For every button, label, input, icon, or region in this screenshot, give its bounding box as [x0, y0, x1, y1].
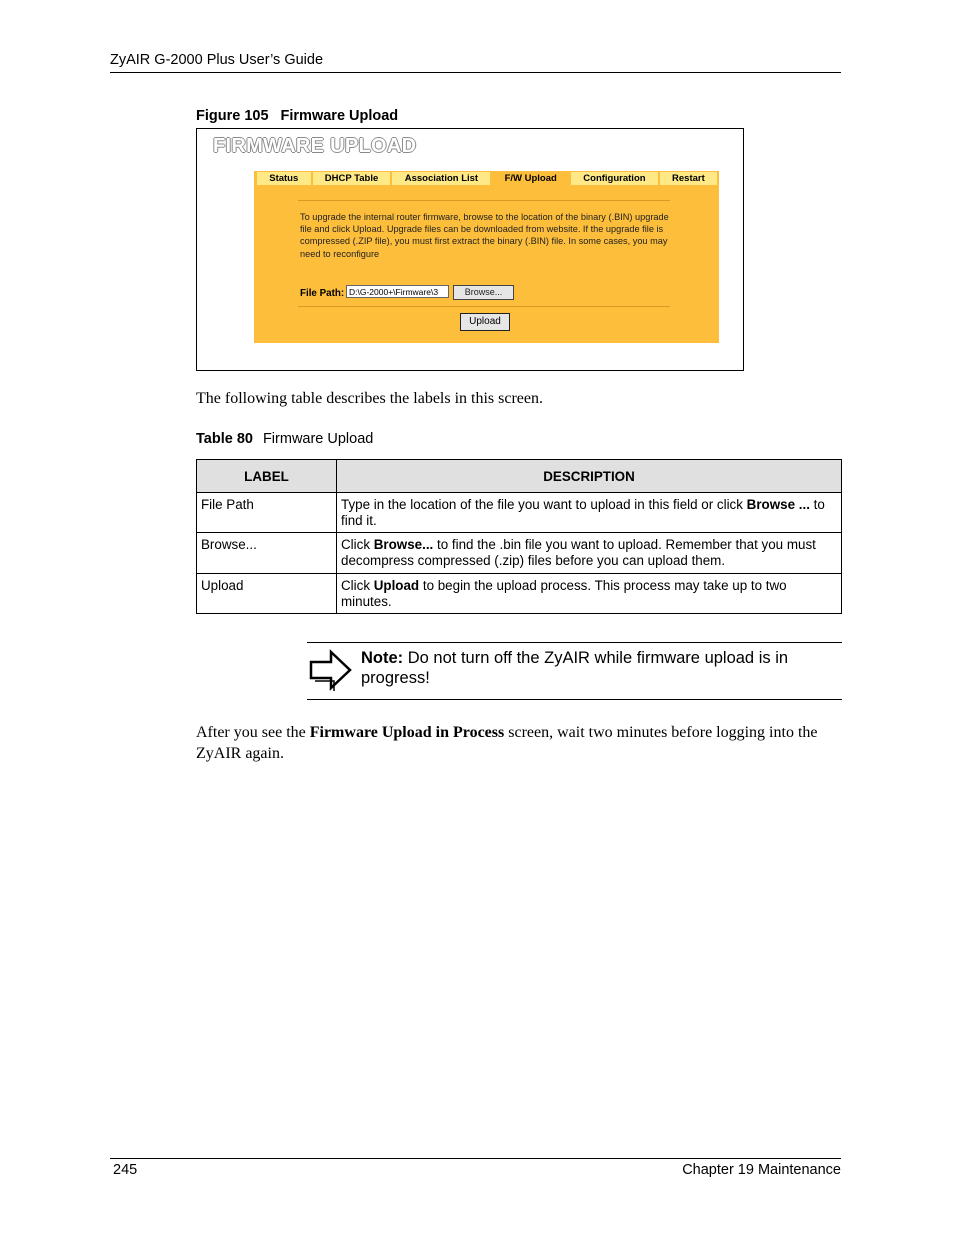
intro-paragraph: The following table describes the labels in this screen. — [196, 390, 544, 407]
note-rule-bottom — [307, 699, 842, 700]
tab-dhcp-table[interactable]: DHCP Table — [313, 172, 391, 185]
row-label: File Path — [197, 493, 337, 533]
tab-association-list[interactable]: Association List — [392, 172, 490, 185]
firmware-upload-panel — [254, 171, 719, 343]
tab-configuration[interactable]: Configuration — [571, 172, 658, 185]
table-header-row — [197, 460, 842, 493]
table-number: Table 80 — [196, 431, 253, 447]
figure-screenshot — [196, 128, 744, 371]
upgrade-instructions: To upgrade the internal router firmware, browse to the location of the binary (.BIN) upgrade file and click Upload. Upgrade files can be downloaded from website. If the upgrade file is compressed (.ZIP file), you must first extract the binary (.BIN) file. In some cases, you may need to reconfigure — [300, 212, 669, 259]
figure-caption — [196, 108, 398, 124]
footer-rule — [110, 1158, 841, 1159]
tab-restart[interactable]: Restart — [660, 172, 717, 185]
row-label: Browse... — [197, 533, 337, 574]
labels-table — [196, 459, 842, 614]
header-rule — [110, 72, 841, 73]
row-label: Upload — [197, 574, 337, 614]
after-paragraph: After you see the Firmware Upload in Process screen, wait two minutes before logging into the ZyAIR again. — [196, 724, 818, 762]
header-description: DESCRIPTION — [337, 460, 842, 493]
row-description: Click Browse... to find the .bin file you want to upload. Remember that you must decompress compressed (.zip) files before you can upload them. — [337, 533, 842, 574]
panel-divider-bottom — [298, 306, 670, 307]
tab-status[interactable]: Status — [257, 172, 311, 185]
tab-fw-upload[interactable]: F/W Upload — [492, 172, 569, 185]
table-row — [197, 574, 842, 614]
table-caption — [196, 431, 373, 447]
table-row — [197, 533, 842, 574]
running-header: ZyAIR G-2000 Plus User’s Guide — [110, 52, 324, 68]
screen-title: FIRMWARE UPLOAD — [213, 135, 417, 157]
tab-bar — [257, 172, 717, 185]
figure-title: Firmware Upload — [280, 108, 399, 124]
header-label: LABEL — [197, 460, 337, 493]
table-row — [197, 493, 842, 533]
note-text: Note: Do not turn off the ZyAIR while firmware upload is in progress! — [361, 649, 789, 687]
row-description: Type in the location of the file you want to upload in this field or click Browse ... to find it. — [337, 493, 842, 533]
table-title: Firmware Upload — [262, 431, 374, 447]
chapter-title: Chapter 19 Maintenance — [682, 1162, 841, 1178]
file-path-input[interactable]: D:\G-2000+\Firmware\3 — [346, 285, 449, 298]
row-description: Click Upload to begin the upload process. This process may take up to two minutes. — [337, 574, 842, 614]
file-path-label: File Path: — [300, 288, 345, 299]
browse-button[interactable]: Browse... — [453, 285, 514, 300]
panel-divider-top — [298, 200, 670, 201]
note-label: Note: — [361, 649, 404, 667]
page-number: 245 — [113, 1162, 138, 1178]
figure-number: Figure 105 — [196, 108, 269, 124]
arrow-right-icon — [309, 649, 353, 698]
note-rule-top — [307, 642, 842, 643]
upload-button[interactable]: Upload — [460, 313, 510, 331]
